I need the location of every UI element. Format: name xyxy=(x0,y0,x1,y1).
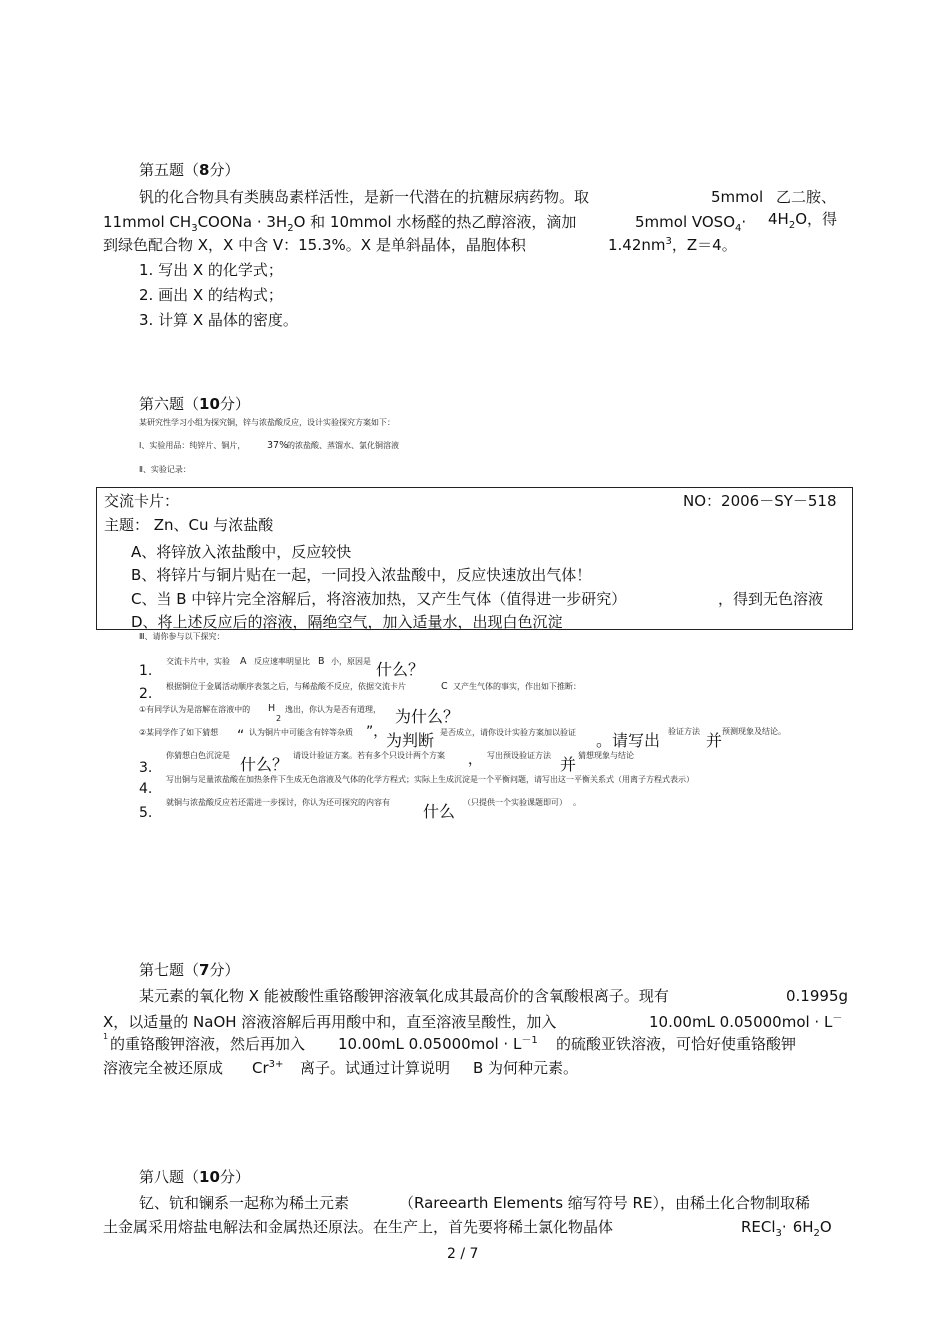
q6-q2-2-predict: 预测现象及结论。 xyxy=(722,727,786,736)
q6-q2-2: ②某同学作了如下猜想 xyxy=(139,728,219,737)
q5-item-2: 2. 画出 X 的结构式； xyxy=(139,286,283,304)
q7-line1-mass: 0.1995g xyxy=(786,987,849,1005)
q6-q2-c: C xyxy=(441,681,448,692)
q6-num-1: 1. xyxy=(139,663,153,679)
q7-line4-text: 离子。试通过计算说明 xyxy=(300,1059,451,1077)
q6-q1-text2: 反应速率明显比 xyxy=(254,657,310,666)
q6-q1-text3: 小，原因是 xyxy=(331,657,371,666)
q6-q3-method: 写出预设验证方法 xyxy=(487,751,551,760)
q6-num-2: 2. xyxy=(139,686,153,702)
q6-q5-text: 就铜与浓盐酸反应若还需进一步探讨，你认为还可探究的内容有 xyxy=(166,798,390,807)
q6-q2-text2: 又产生气体的事实，作出如下推断： xyxy=(453,682,581,691)
q6-q2-2-write: 。请写出 xyxy=(596,731,661,750)
q6-q2-text: 根据铜位于金属活动顺序表氢之后，与稀盐酸不反应，依据交流卡片 xyxy=(166,682,406,691)
q8-title: 第八题（10分） xyxy=(139,1168,250,1186)
q8-line2: 土金属采用熔盐电解法和金属热还原法。在生产上，首先要将稀土氯化物晶体 xyxy=(103,1218,614,1236)
card-item-d: D、将上述反应后的溶液，隔绝空气，加入适量水，出现白色沉淀 xyxy=(131,613,563,631)
q6-q2-2-method: 验证方法 xyxy=(668,727,700,736)
q6-num-4: 4. xyxy=(139,781,153,797)
q6-q3-guess: 猜想现象与结论 xyxy=(578,751,634,760)
q6-materials-percent: 37% xyxy=(267,440,289,451)
q6-q5-note: （只提供一个实验课题即可） xyxy=(463,798,567,807)
q6-num-3: 3. xyxy=(139,760,153,776)
q5-line3: 到绿色配合物 X，X 中含 V：15.3%。X 是单斜晶体，晶胞体积 xyxy=(103,236,526,254)
q6-q5-period: 。 xyxy=(573,798,581,807)
q7-line4-ion: $Cr^{3+}$ xyxy=(252,1059,284,1077)
q5-line1: 钒的化合物具有类胰岛素样活性，是新一代潜在的抗糖尿病药物。取 xyxy=(139,188,590,206)
q7-line3: 的重铬酸钾溶液，然后再加入 xyxy=(110,1035,306,1053)
q7-title: 第七题（7分） xyxy=(139,961,240,979)
card-item-a: A、将锌放入浓盐酸中，反应较快 xyxy=(131,543,352,561)
q6-q3-and: 并 xyxy=(560,755,577,774)
q6-intro: 某研究性学习小组为探究铜，锌与浓盐酸反应，设计实验探究方案如下： xyxy=(139,418,395,427)
q5-item-3: 3. 计算 X 晶体的密度。 xyxy=(139,311,298,329)
q6-q1-b: B xyxy=(318,656,325,667)
q6-q2-1: ①有同学认为是溶解在溶液中的 xyxy=(139,705,251,714)
q5-line2-vanadium: 5mmol $VOSO_4\cdot$ xyxy=(635,213,747,234)
q8-line2-formula: RECl$_3$· $6H_2O$ xyxy=(741,1218,832,1239)
q6-materials: Ⅰ、实验用品：纯锌片、铜片， xyxy=(139,441,246,450)
card-item-c-end: ，得到无色溶液 xyxy=(718,590,824,608)
q6-part3: Ⅲ、请你参与以下探究： xyxy=(139,632,225,641)
q6-q2-2-and: 并 xyxy=(706,731,723,750)
page-number: 2 / 7 xyxy=(447,1246,479,1262)
q7-line4-end: B 为何种元素。 xyxy=(473,1059,579,1077)
q6-q2-2-text: 认为铜片中可能含有锌等杂质 xyxy=(249,728,353,737)
q6-q2-2-quote-open: “ xyxy=(237,728,245,744)
q7-line2-conc: 10.00mL 0.05000mol · L－ xyxy=(649,1013,843,1031)
q6-q2-1-h: H xyxy=(268,703,276,714)
card-item-c: C、当 B 中锌片完全溶解后，将溶液加热，又产生气体（值得进一步研究） xyxy=(131,590,627,608)
q6-q4-text: 写出铜与足量浓盐酸在加热条件下生成无色溶液及气体的化学方程式；实际上生成沉淀是一个平衡问题，请写出这一平衡关系式（用离子方程式表示） xyxy=(166,775,694,784)
q6-q1-text: 交流卡片中，实验 xyxy=(166,657,230,666)
q5-item-1: 1. 写出 X 的化学式； xyxy=(139,261,283,279)
q7-line3-sup: 1 xyxy=(103,1032,109,1041)
q6-q3-design: 请设计验证方案。若有多个只设计两个方案 xyxy=(293,751,445,760)
q8-line1-end: （Rareearth Elements 缩写符号 RE），由稀土化合物制取稀 xyxy=(399,1194,810,1212)
q5-title: 第五题（8分） xyxy=(139,161,240,179)
q6-q2-2-quote-close: ”， xyxy=(366,724,388,740)
q6-record: Ⅱ、实验记录： xyxy=(139,465,191,474)
q6-q2-2-judge: 为判断 xyxy=(386,731,435,750)
card-number: NO：2006－SY－518 xyxy=(683,492,837,510)
q5-line2-water: $4H_2O$，得 xyxy=(768,210,838,231)
q6-q1-a: A xyxy=(240,656,247,667)
q6-q3-comma: ， xyxy=(468,752,482,768)
q6-q3-what: 什么？ xyxy=(240,755,289,774)
q5-line1-end: 乙二胺、 xyxy=(776,188,837,206)
card-topic: 主题： Zn、Cu 与浓盐酸 xyxy=(104,516,274,534)
q5-line3-volume: $1.42nm^3$，Z＝4。 xyxy=(608,236,737,254)
q6-q2-1-why: 为什么？ xyxy=(395,707,460,726)
q6-q5-what: 什么 xyxy=(423,802,456,821)
q6-q2-2-verify: 是否成立，请你设计实验方案加以验证 xyxy=(440,728,576,737)
q5-line1-amount: 5mmol xyxy=(711,188,764,206)
q6-title: 第六题（10分） xyxy=(139,395,250,413)
q7-line3-end: 的硫酸亚铁溶液，可恰好使重铬酸钾 xyxy=(556,1035,797,1053)
q6-materials-list: 的浓盐酸、蒸馏水、氯化铜溶液 xyxy=(287,441,399,450)
q6-q2-1-text: 逸出，你认为是否有道理， xyxy=(285,705,381,714)
q6-q3-text: 你猜想白色沉淀是 xyxy=(166,751,230,760)
q6-q2-1-sub: 2 xyxy=(276,714,282,723)
q7-line1: 某元素的氧化物 X 能被酸性重铬酸钾溶液氧化成其最高价的含氧酸根离子。现有 xyxy=(139,987,669,1005)
q5-line2: 11mmol $CH_3COONa \cdot 3H_2O$ 和 10mmol 水杨醛的热乙醇溶液，滴加 xyxy=(103,213,577,234)
q7-line4: 溶液完全被还原成 xyxy=(103,1059,224,1077)
card-item-b: B、将锌片与铜片贴在一起，一同投入浓盐酸中，反应快速放出气体！ xyxy=(131,566,592,584)
q6-q1-why: 什么？ xyxy=(376,660,425,679)
q7-line3-conc: 10.00mL $0.05000mol \cdot L^{-1}$ xyxy=(338,1035,538,1053)
q7-line2: X，以适量的 NaOH 溶液溶解后再用酸中和，直至溶液呈酸性，加入 xyxy=(103,1013,557,1031)
q6-num-5: 5. xyxy=(139,805,153,821)
card-label: 交流卡片： xyxy=(104,492,180,510)
q8-line1: 钇、钪和镧系一起称为稀土元素 xyxy=(139,1194,350,1212)
